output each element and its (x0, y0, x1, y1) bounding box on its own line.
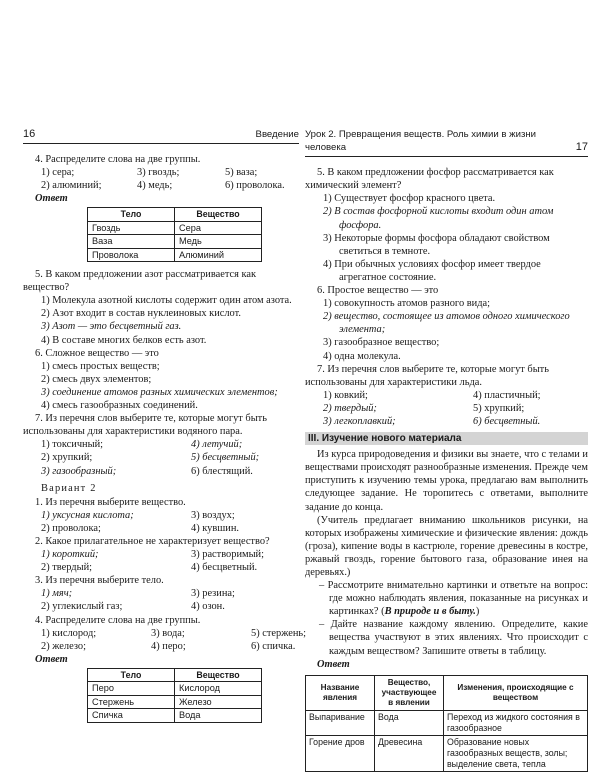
right-q5-question: 5. В каком предложении фосфор рассматривается как химический элемент? (305, 167, 554, 192)
table-cell: Вода (175, 709, 262, 722)
v2-q4-options (23, 627, 307, 653)
option: 2) железо; (41, 640, 86, 652)
option: 1) Молекула азотной кислоты содержит один атом азота. (41, 295, 292, 307)
option: 1) ковкий; (323, 389, 368, 401)
option: 1) смесь простых веществ; (41, 360, 160, 372)
table-cell: Кислород (175, 682, 262, 695)
answer-label: Ответ (317, 658, 350, 670)
table-row (88, 221, 262, 234)
option: 4) перо; (151, 640, 186, 652)
table-row (88, 682, 262, 695)
left-q7-question: 7. Из перечня слов выберите те, которые могут быть использованы для характеристики водяного пара. (23, 413, 267, 438)
left-q5-question: 5. В каком предложении азот рассматривается как вещество? (23, 269, 257, 294)
option: 6) спичка. (251, 640, 296, 652)
task-answer: В природе и в быту. (384, 606, 476, 618)
table-cell: Древесина (375, 735, 444, 771)
table-cell: Вода (375, 710, 444, 735)
option: 2) углекислый газ; (41, 601, 123, 613)
right-q6-question: 6. Простое вещество — это (317, 285, 439, 297)
option-marked: 4) летучий; (191, 439, 243, 451)
left-page-number: 16 (23, 128, 36, 140)
option-marked: 1) короткий; (41, 549, 99, 561)
option-marked: 6) бесцветный. (473, 415, 541, 427)
table-header: Название явления (306, 675, 375, 710)
option: 1) кислород; (41, 627, 97, 639)
option: 6) проволока. (225, 180, 285, 192)
option-marked: 1) уксусная кислота; (41, 509, 134, 521)
left-q4-question: 4. Распределите слова на две группы. (35, 154, 201, 166)
teacher-note: (Учитель предлагает вниманию школьников рисунки, на которых изображены химические и физические явления: дождь (гроза), кипение воды в кастрюле, горение древесины в костре, ржавый гвоздь, горение бытового газа, образование инея на деревьях.) (305, 514, 588, 578)
table-cell: Гвоздь (88, 221, 175, 234)
right-header (305, 128, 588, 157)
v2-q2-options (23, 548, 299, 574)
table-row (306, 710, 588, 735)
table-header: Вещество (175, 668, 262, 681)
option: 2) Азот входит в состав нуклеиновых кислот. (41, 308, 241, 320)
option-marked: 2) твердый; (323, 402, 377, 414)
option: 1) токсичный; (41, 439, 104, 451)
option: 4) При обычных условиях фосфор имеет твердое агрегатное состояние. (323, 258, 541, 283)
v2-q3-question: 3. Из перечня выберите тело. (35, 575, 164, 587)
option: 2) твердый; (41, 562, 93, 574)
left-q6-options (23, 360, 299, 412)
option-marked: 3) газообразный; (41, 465, 117, 477)
left-q7-options (23, 438, 299, 477)
option: 4) медь; (137, 180, 173, 192)
option: 4) В составе многих белков есть азот. (41, 334, 207, 346)
task-item: – Дайте название каждому явлению. Определите, какие вещества участвуют в этих явлениях. Что происходит с каждым веществом? Запишите ответы в таблицу. (319, 619, 588, 657)
option: 2) проволока; (41, 522, 101, 534)
option-marked: 3) Азот — это бесцветный газ. (41, 321, 182, 333)
variant-title: Вариант 2 (41, 482, 97, 494)
left-page (23, 128, 307, 729)
option: 4) пластичный; (473, 389, 541, 401)
option: 1) совокупность атомов разного вида; (323, 298, 490, 310)
right-q7-question: 7. Из перечня слов выберите те, которые могут быть использованы для характеристики льда. (305, 363, 549, 388)
option: 6) блестящий. (191, 465, 253, 477)
option: 5) хрупкий; (473, 402, 525, 414)
table-cell: Проволока (88, 248, 175, 261)
table-cell: Спичка (88, 709, 175, 722)
option: 2) смесь двух элементов; (41, 373, 152, 385)
option: 4) одна молекула. (323, 350, 401, 362)
option-marked: 3) соединение атомов разных химических элементов; (41, 386, 278, 398)
task-text-end: ) (475, 606, 480, 618)
option: 4) кувшин. (191, 522, 239, 534)
answer-label: Ответ (35, 653, 68, 665)
table-cell: Железо (175, 695, 262, 708)
right-running-title: Урок 2. Превращения веществ. Роль химии в жизни человека (305, 129, 536, 154)
left-q6-question: 6. Сложное вещество — это (35, 347, 159, 359)
left-q4-answer-table (87, 207, 262, 262)
option: 3) растворимый; (191, 549, 265, 561)
v2-q1-question: 1. Из перечня выберите вещество. (35, 496, 186, 508)
table-row (88, 695, 262, 708)
option: 3) Некоторые формы фосфора обладают свойством светиться в темноте. (323, 232, 550, 257)
left-q5-options (23, 294, 299, 346)
option: 3) газообразное вещество; (323, 337, 440, 349)
v2-q4-question: 4. Распределите слова на две группы. (35, 614, 201, 626)
left-running-title: Введение (255, 129, 299, 140)
right-q5-options (305, 192, 588, 284)
section-paragraph: Из курса природоведения и физики вы знаете, что с телами и веществами происходят разнообразные изменения. Прежде чем приступить к изучению темы урока, предлагаю вам выполнить следующее задание. Не торопитесь с ответами, выполните задание до конца. (305, 449, 588, 513)
task-text: – Рассмотрите внимательно картинки и ответьте на вопрос: где можно наблюдать явления, показанные на рисунках и картинках? ( (319, 580, 588, 618)
table-cell: Переход из жидкого состояния в газообразное (444, 710, 588, 735)
table-row (88, 248, 262, 261)
answer-label: Ответ (35, 193, 68, 205)
option: 3) воздух; (191, 509, 235, 521)
table-cell: Медь (175, 235, 262, 248)
table-header: Тело (88, 668, 175, 681)
table-cell: Горение дров (306, 735, 375, 771)
phenomena-table (305, 675, 588, 772)
option: 4) бесцветный. (191, 562, 258, 574)
table-cell: Перо (88, 682, 175, 695)
left-q4-options (23, 166, 299, 192)
option-marked: 1) мяч; (41, 588, 73, 600)
left-header (23, 128, 299, 144)
option-marked: 2) вещество, состоящее из атомов одного химического элемента; (323, 311, 570, 336)
option: 3) резина; (191, 588, 235, 600)
option: 1) Существует фосфор красного цвета. (323, 193, 496, 205)
option: 5) ваза; (225, 167, 258, 179)
option: 3) вода; (151, 627, 185, 639)
option: 3) гвоздь; (137, 167, 180, 179)
table-header: Изменения, происходящие с веществом (444, 675, 588, 710)
option-marked: 5) бесцветный; (191, 452, 260, 464)
table-cell: Стержень (88, 695, 175, 708)
right-page (305, 128, 588, 772)
right-q6-options (305, 297, 588, 362)
v2-q2-question: 2. Какое прилагательное не характеризует вещество? (35, 535, 270, 547)
task-item (305, 579, 588, 618)
option: 1) сера; (41, 167, 75, 179)
option-marked: 2) В состав фосфорной кислоты входит один атом фосфора. (323, 206, 554, 231)
table-cell: Выпаривание (306, 710, 375, 735)
option: 4) озон. (191, 601, 225, 613)
v2-q4-answer-table (87, 668, 262, 723)
option-marked: 3) легкоплавкий; (323, 415, 396, 427)
table-cell: Образование новых газообразных веществ, золы; выделение света, тепла (444, 735, 588, 771)
right-page-number: 17 (575, 141, 588, 154)
option: 2) алюминий; (41, 180, 102, 192)
v2-q3-options (23, 587, 299, 613)
option: 4) смесь газообразных соединений. (41, 400, 198, 412)
option: 2) хрупкий; (41, 452, 93, 464)
table-row (306, 735, 588, 771)
table-header: Вещество (175, 208, 262, 221)
table-cell: Сера (175, 221, 262, 234)
v2-q1-options (23, 509, 299, 535)
table-row (88, 235, 262, 248)
table-cell: Алюминий (175, 248, 262, 261)
table-header: Тело (88, 208, 175, 221)
table-row (88, 709, 262, 722)
right-q7-options (305, 389, 588, 428)
table-cell: Ваза (88, 235, 175, 248)
option: 5) стержень; (251, 627, 307, 639)
section-heading: III. Изучение нового материала (305, 432, 588, 445)
table-header: Вещество, участвующее в явлении (375, 675, 444, 710)
